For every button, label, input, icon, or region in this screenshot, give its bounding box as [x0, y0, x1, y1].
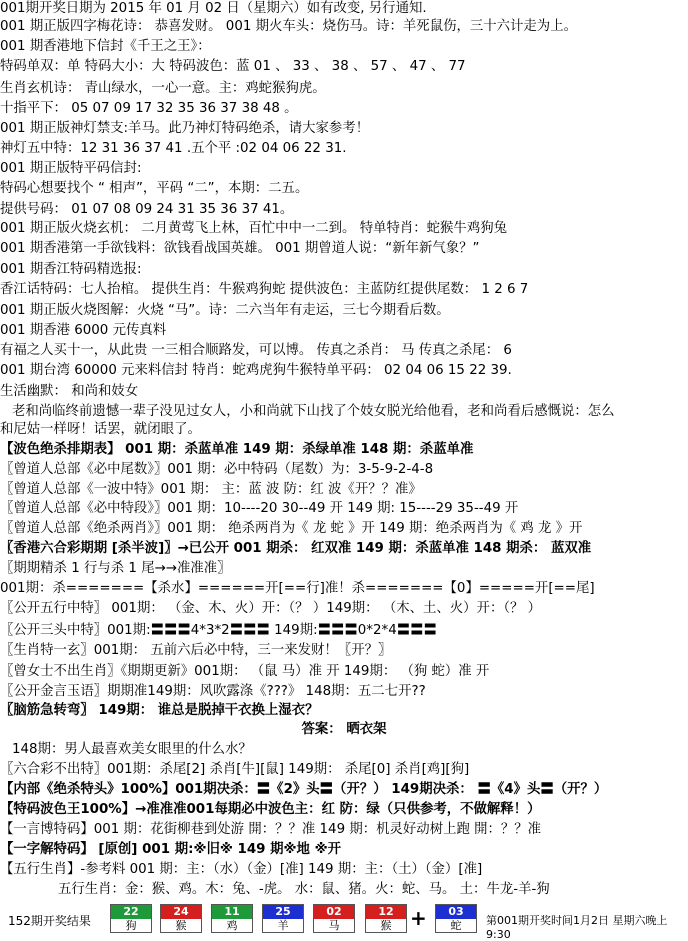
ball-number: 12	[366, 905, 406, 919]
ball-zodiac: 蛇	[436, 919, 476, 932]
line-hk-letter: 001 期香港地下信封《千王之王》：	[0, 39, 211, 54]
line-zodiac-mystery: 〖生肖特一玄〗001期： 五前六后必中特，三一来发财！〖开？〗	[0, 643, 392, 658]
line-five-element-zodiac: 【五行生肖】-参考料 001 期：主：（水）（金）[准] 149 期：主：（土）（金）[准]	[0, 862, 483, 877]
line-lamp-five: 神灯五中特：12 31 36 37 41 .五个平 :02 04 06 22 31.	[0, 141, 347, 156]
line-taiwan-letter: 001 期台湾 60000 元来料信封 特肖：蛇鸡虎狗牛猴特单平码： 02 04 06 15 22 39.	[0, 363, 512, 378]
ball-zodiac: 羊	[263, 919, 303, 932]
line-teaser-148: 148期：男人最喜欢美女眼里的什么水？	[12, 742, 252, 757]
result-title: 152期开奖结果	[8, 914, 91, 928]
line-tail-numbers: 〖曾道人总部《必中尾数》〗001 期：必中特码（尾数）为：3-5-9-2-4-8	[0, 462, 434, 477]
line-plum-poem: 001 期正版四字梅花诗： 恭喜发财。 001 期火车头：烧伤马。诗：羊死鼠伤，三十六计走为上。	[0, 19, 577, 34]
line-golden-words: 〖公开金言玉语〗期期准149期：风吹露涤《???》 148期：五二七开??	[0, 684, 426, 699]
line-lamp-ban: 001 期正版神灯禁支:羊马。此乃神灯特码绝杀，请大家参考！	[0, 121, 370, 136]
ball-zodiac: 鸡	[212, 919, 252, 932]
line-row-tail-kill: 〖期期精杀 1 行与杀 1 尾→→准准准〗	[0, 561, 231, 576]
line-kill-water: 001期：杀=======【杀水】======开[==行]准！杀=======【0】=====开[==尾]	[0, 581, 595, 596]
line-wave-kill-table: 【波色绝杀排期表】 001 期：杀蓝单准 149 期：杀绿单准 148 期：杀蓝单准	[0, 442, 474, 457]
ball-number: 24	[161, 905, 201, 919]
result-ball	[160, 904, 202, 933]
line-humor-end: 和尼姑一样呀！话罢，就闭眼了。	[0, 422, 201, 437]
line-zodiac-poem: 生肖玄机诗： 青山绿水，一心一意。主：鸡蛇猴狗虎。	[0, 81, 326, 96]
ball-number: 11	[212, 905, 252, 919]
result-ball	[211, 904, 253, 933]
line-ten-fingers: 十指平下： 05 07 09 17 32 35 36 37 38 48 。	[0, 101, 298, 116]
line-xiangjiang-special: 香江话特码：七人抬棺。 提供生肖：牛猴鸡狗蛇 提供波色：主蓝防红提供尾数： 1 2 6 7	[0, 282, 529, 297]
ball-zodiac: 猴	[366, 919, 406, 932]
line-five-element-list: 五行生肖：金：猴、鸡。木：兔、-虎。 水：鼠、猪。火：蛇、马。 土：牛龙-羊-狗	[58, 882, 550, 897]
line-first-hand: 001 期香港第一手欲钱料：欲钱看战国英雄。 001 期曾道人说：“新年新气象？”	[0, 241, 480, 256]
ball-number: 25	[263, 905, 303, 919]
line-draw-date: 001期开奖日期为 2015 年 01 月 02 日（星期六）如有改变, 另行通知.	[0, 1, 427, 16]
line-special-range: 〖曾道人总部《必中特段》〗001 期：10----20 30--49 开 149 期: 15----29 35--49 开	[0, 501, 519, 516]
line-no-special: 〖六合彩不出特〗001期：杀尾[2] 杀肖[牛][鼠] 149期： 杀尾[0] 杀肖[鸡][狗]	[0, 762, 470, 777]
result-ball	[262, 904, 304, 933]
ball-zodiac: 马	[314, 919, 354, 932]
line-kill-head: 【内部《绝杀特头》100%】001期决杀：〓《2》头〓（开？） 149期决杀： 〓《4》头〓（开？）	[0, 782, 608, 797]
result-ball	[313, 904, 355, 933]
line-fax-kill: 有福之人买十一，从此贵 一三相合顺路发，可以博。 传真之杀肖： 马 传真之杀尾： 6	[0, 343, 512, 358]
line-provided-numbers: 提供号码： 01 07 08 09 24 31 35 36 37 41。	[0, 202, 294, 217]
line-one-wave: 〖曾道人总部《一波中特》001 期： 主：蓝 波 防：红 波《开？？准》	[0, 482, 422, 497]
ball-number: 02	[314, 905, 354, 919]
line-fire-mystery: 001 期正版火烧玄机： 二月黄莺飞上林，百忙中中一二到。 特单特肖：蛇猴牛鸡狗兔	[0, 221, 507, 236]
line-wave-king: 【特码波色王100%】→准准准001每期必中波色主：红 防：绿（只供参考，不做解释！）	[0, 802, 541, 817]
line-flat-letter: 001 期正版特平码信封:	[0, 161, 142, 176]
result-ball	[110, 904, 152, 933]
line-three-heads: 〖公开三头中特〗001期:〓〓〓4*3*2〓〓〓 149期:〓〓〓0*2*4〓〓〓	[0, 623, 437, 638]
line-fire-diagram: 001 期正版火烧图解：火烧 “马”。诗：二六当年有走运，三七今期看后数。	[0, 303, 450, 318]
line-humor-title: 生活幽默： 和尚和妓女	[0, 384, 139, 399]
special-ball	[435, 904, 477, 933]
line-half-wave-kill: 〖香港六合彩期期 [杀半波]〗→已公开 001 期杀： 红双准 149 期：杀蓝单准 148 期杀： 蓝双准	[0, 541, 592, 556]
line-fax-6000: 001 期香港 6000 元传真料	[0, 323, 167, 338]
line-humor-body: 老和尚临终前遗憾一辈子没见过女人，小和尚就下山找了个妓女脱光给他看，老和尚看后感慨说：怎么	[12, 404, 615, 419]
ball-number: 03	[436, 905, 476, 919]
draw-time-note: 第001期开奖时间1月2日 星期六晚上9:30	[486, 914, 668, 941]
line-brain-teaser: 〖脑筋急转弯〗 149期： 谁总是脱掉干衣换上湿衣？	[0, 703, 319, 718]
ball-zodiac: 狗	[111, 919, 151, 932]
line-kill-two-zodiac: 〖曾道人总部《绝杀两肖》〗001 期： 绝杀两肖为《 龙 蛇 》开 149 期：绝杀两肖为《 鸡 龙 》开	[0, 521, 583, 536]
plus-sign: +	[410, 906, 427, 930]
line-one-char: 【一字解特码】 [原创] 001 期:※旧※ 149 期※地 ※开	[0, 842, 342, 857]
line-ms-zodiac: 〖曾女士不出生肖〗《期期更新》001期： （鼠 马）准 开 149期： （狗 蛇）准 开	[0, 664, 490, 679]
result-footer	[0, 902, 688, 941]
ball-zodiac: 猴	[161, 919, 201, 932]
line-one-word-special: 【一言博特码】001 期：花街柳巷到处游 開：？？准 149 期：机灵好动树上跑 開：？？准	[0, 822, 542, 837]
line-five-elements: 〖公开五行中特〗 001期： （金、木、火）开：（？ ）149期： （木、土、火）开：（？ ）	[0, 601, 542, 616]
line-answer: 答案： 晒衣架	[301, 722, 387, 737]
ball-number: 22	[111, 905, 151, 919]
result-ball	[365, 904, 407, 933]
line-xiangjiang-report: 001 期香江特码精选报:	[0, 262, 142, 277]
line-special-attrs: 特码单双：单 特码大小：大 特码波色：蓝 01 、 33 、 38 、 57 、 47 、 77	[0, 59, 466, 74]
line-special-wish: 特码心想要找个 “ 相声”，平码 “二”，本期：二五。	[0, 181, 309, 196]
